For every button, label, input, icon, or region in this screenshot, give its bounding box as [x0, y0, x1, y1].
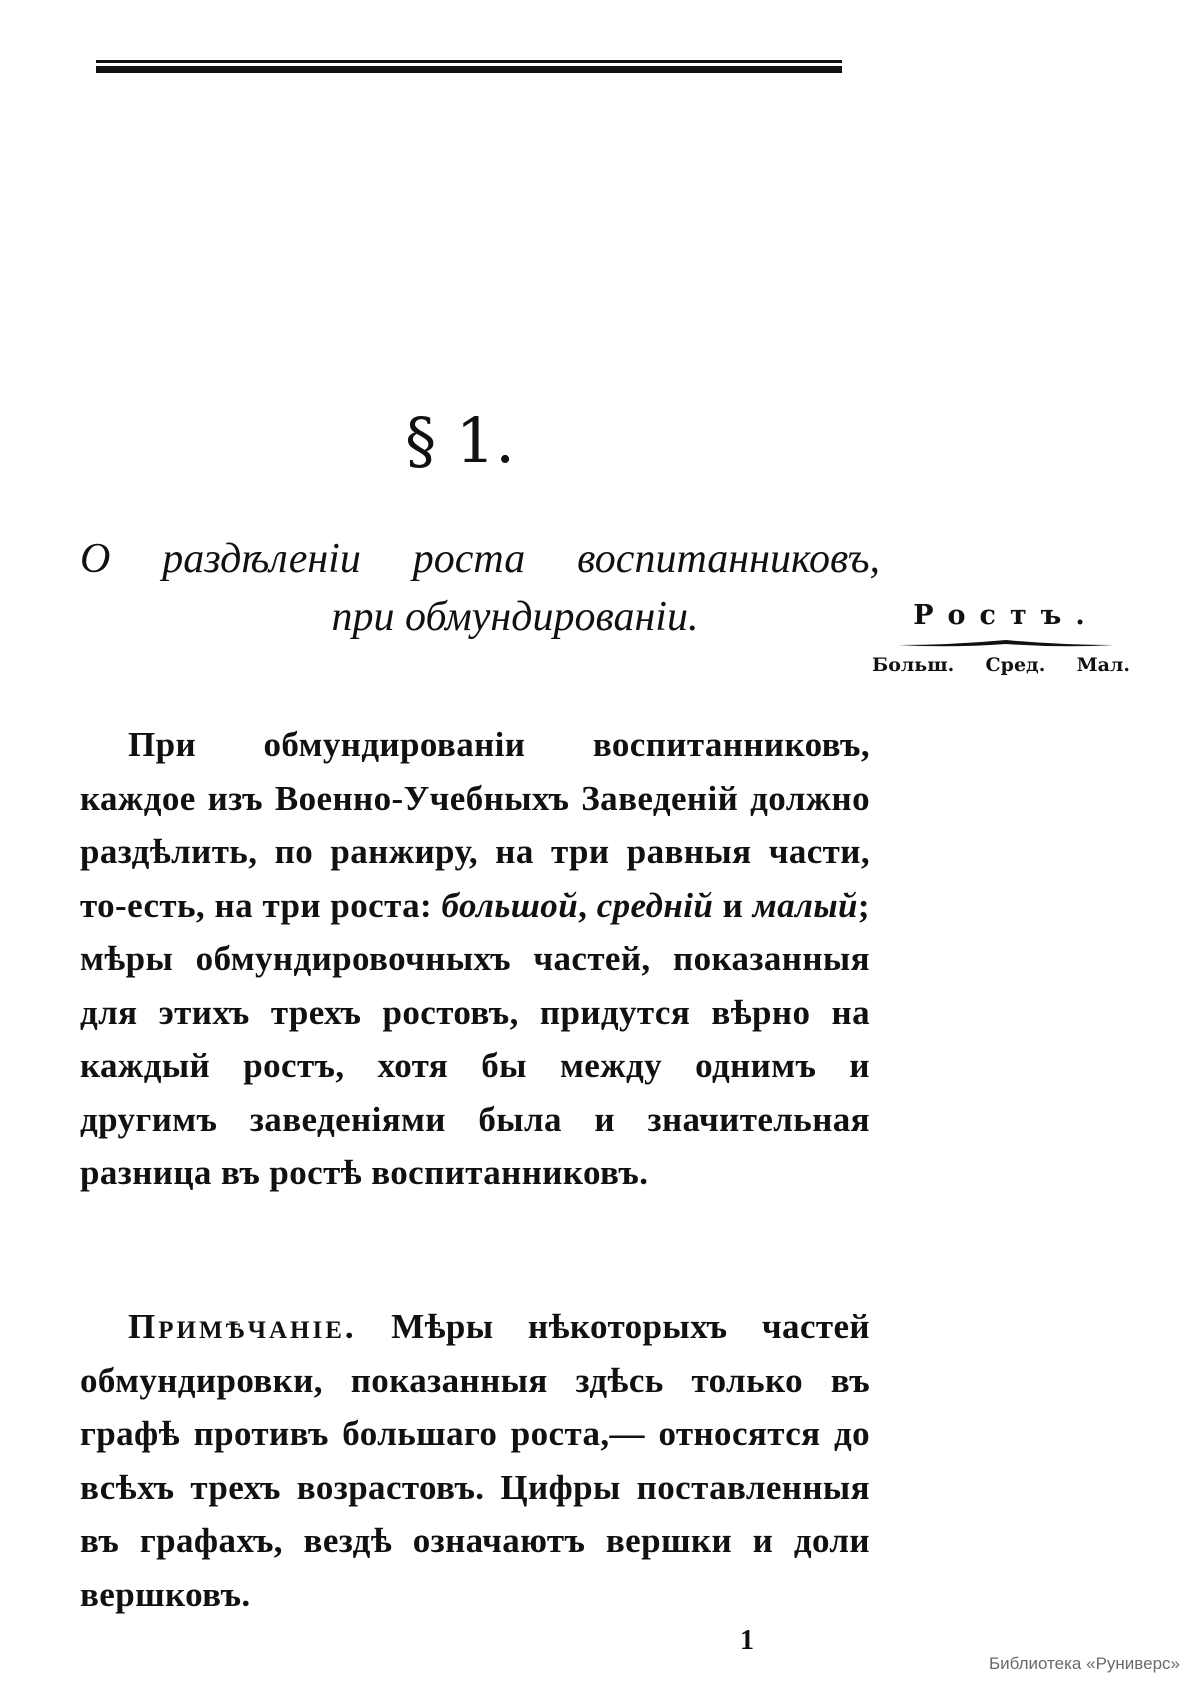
- paragraph-main-part-2: ; мѣры обмундировочныхъ частей, показанныя для этихъ трехъ ростовъ, придутся вѣрно на каждый ростъ, хотя бы между однимъ и другимъ заведеніями была и значительная разница въ ростѣ воспитанниковъ.: [80, 885, 870, 1192]
- ornamental-swash-rule: [896, 636, 1116, 650]
- top-double-rule: [96, 60, 842, 74]
- library-watermark: Библиотека «Руниверс»: [988, 1654, 1180, 1673]
- page-number: 1: [740, 1625, 754, 1656]
- height-table-header: [872, 600, 1140, 676]
- note-text: Мѣры нѣкоторыхъ частей обмундировки, показанныя здѣсь только въ графѣ противъ большаго роста,— относятся до всѣхъ трехъ возрастовъ. Цифры поставленныя въ графахъ, вездѣ означаютъ вершки и доли вершковъ.: [80, 1307, 870, 1614]
- section-title-line-1: О раздѣленіи роста воспитанниковъ,: [80, 536, 880, 582]
- height-column-medium: Сред.: [985, 654, 1046, 676]
- paragraph-main-part-1: При обмундированіи воспитанниковъ, каждое изъ Военно-Учебныхъ Заведеній должно раздѣлить, по ранжиру, на три равныя части, то-есть, на три роста:: [80, 725, 870, 925]
- height-column-small: Мал.: [1076, 654, 1130, 676]
- term-small: малый: [752, 885, 858, 925]
- top-rule-thin-line: [96, 60, 842, 63]
- section-title-line-2: при обмундированіи.: [331, 594, 699, 640]
- height-header-title: Ростъ.: [913, 600, 1099, 631]
- paragraph-note: [80, 1300, 870, 1621]
- height-columns: [872, 654, 1140, 676]
- note-label: Примѣчаніе.: [128, 1307, 357, 1346]
- paragraph-main: [80, 718, 870, 1200]
- separator-1: ,: [578, 885, 597, 925]
- term-medium: средній: [596, 885, 714, 925]
- separator-2: и: [713, 885, 753, 925]
- term-large: большой: [441, 885, 579, 925]
- section-number: § 1.: [405, 404, 515, 477]
- top-rule-thick-line: [96, 66, 842, 73]
- height-column-large: Больш.: [872, 654, 955, 676]
- section-title: [80, 530, 880, 646]
